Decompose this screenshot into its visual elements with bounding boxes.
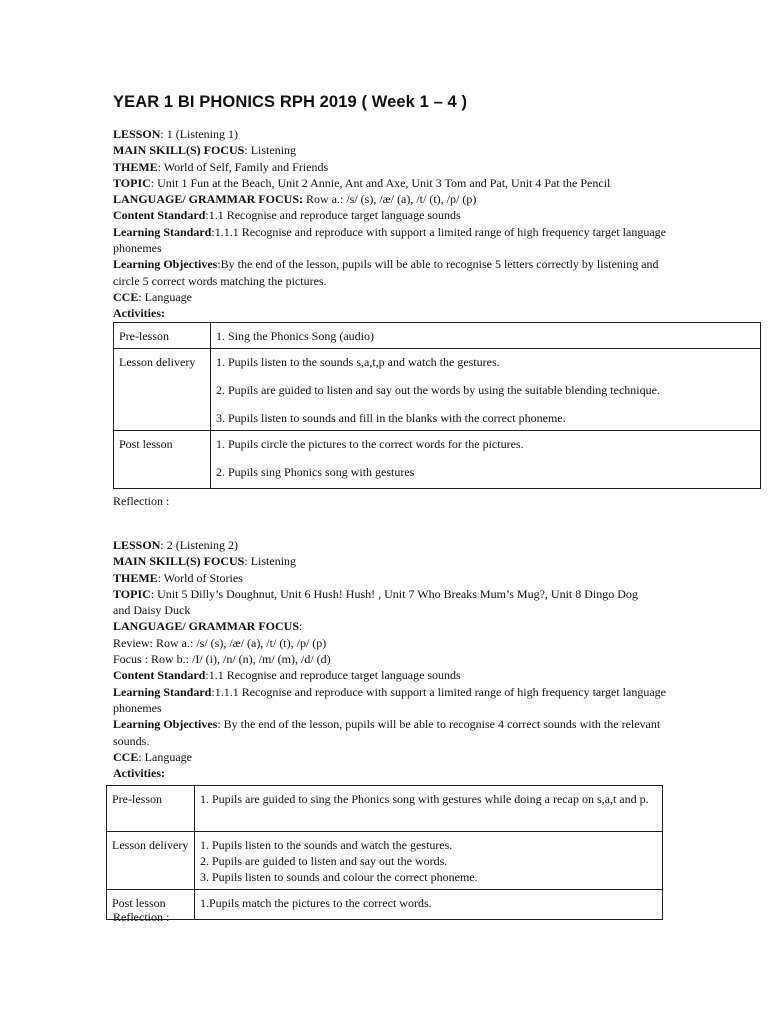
lesson-2-cce: CCE: Language bbox=[113, 749, 192, 764]
activity-item: 1. Sing the Phonics Song (audio) bbox=[216, 329, 374, 343]
table-row bbox=[114, 349, 761, 431]
lesson-1-grammar-focus: LANGUAGE/ GRAMMAR FOCUS: Row a.: /s/ (s), /æ/ (a), /t/ (t), /p/ (p) bbox=[113, 192, 477, 207]
lesson-1-theme: THEME: World of Self, Family and Friends bbox=[113, 159, 329, 174]
lesson-2-reflection: Reflection : bbox=[113, 910, 170, 924]
lesson-2-activities-table bbox=[106, 785, 663, 920]
stage-cell: Post lesson bbox=[107, 890, 195, 920]
table-row bbox=[107, 832, 663, 890]
lesson-2-content-standard: Content Standard:1.1 Recognise and reproduce target language sounds bbox=[113, 668, 461, 683]
activity-cell bbox=[195, 832, 663, 890]
lesson-1-learning-objectives: Learning Objectives:By the end of the lesson, pupils will be able to recognise 5 letters correctly by listening and circle 5 correct words matching the pictures. bbox=[113, 257, 659, 288]
activity-item: 2. Pupils sing Phonics song with gestures bbox=[216, 465, 415, 479]
table-row bbox=[114, 431, 761, 489]
lesson-1-activities-heading: Activities: bbox=[113, 306, 165, 321]
stage-cell: Pre-lesson bbox=[114, 323, 211, 349]
lesson-2-topic: TOPIC: Unit 5 Dilly’s Doughnut, Unit 6 Hush! Hush! , Unit 7 Who Breaks Mum’s Mug?, Unit 8 Dingo Dog and Daisy Duck bbox=[113, 586, 638, 618]
lesson-2-number: LESSON: 2 (Listening 2) bbox=[113, 538, 239, 552]
activity-item: 2. Pupils are guided to listen and say out the words. bbox=[200, 854, 448, 868]
document-title: YEAR 1 BI PHONICS RPH 2019 ( Week 1 – 4 ) bbox=[113, 93, 468, 111]
activity-cell bbox=[195, 786, 663, 832]
lesson-2-skill: MAIN SKILL(S) FOCUS: Listening bbox=[113, 554, 297, 569]
activity-cell bbox=[211, 323, 761, 349]
table-row bbox=[107, 890, 663, 920]
lesson-2-focus: Focus : Row b.: /I/ (i), /n/ (n), /m/ (m), /d/ (d) bbox=[113, 652, 331, 667]
activity-item: 3. Pupils listen to sounds and colour the correct phoneme. bbox=[200, 870, 478, 884]
lesson-1-number: LESSON: 1 (Listening 1) bbox=[113, 127, 239, 141]
lesson-2-grammar-focus: LANGUAGE/ GRAMMAR FOCUS: bbox=[113, 619, 303, 634]
activity-item: 1. Pupils circle the pictures to the correct words for the pictures. bbox=[216, 437, 524, 451]
activity-item: 1. Pupils listen to the sounds and watch the gestures. bbox=[200, 838, 453, 852]
lesson-1-topic: TOPIC: Unit 1 Fun at the Beach, Unit 2 Annie, Ant and Axe, Unit 3 Tom and Pat, Unit 4 Pat the Pencil bbox=[113, 175, 611, 190]
stage-cell: Pre-lesson bbox=[107, 786, 195, 832]
lesson-2-learning-standard: Learning Standard:1.1.1 Recognise and reproduce with support a limited range of high frequency target language phonemes bbox=[113, 684, 666, 715]
lesson-1-skill: MAIN SKILL(S) FOCUS: Listening bbox=[113, 143, 297, 158]
lesson-2-theme: THEME: World of Stories bbox=[113, 570, 243, 585]
activity-item: 3. Pupils listen to sounds and fill in the blanks with the correct phoneme. bbox=[216, 411, 566, 425]
activity-item: 1.Pupils match the pictures to the correct words. bbox=[200, 896, 432, 910]
stage-cell: Lesson delivery bbox=[114, 349, 211, 431]
lesson-1-content-standard: Content Standard:1.1 Recognise and reproduce target language sounds bbox=[113, 208, 461, 223]
activity-cell bbox=[211, 349, 761, 431]
activity-cell bbox=[195, 890, 663, 920]
lesson-1-activities-table bbox=[113, 322, 761, 489]
activity-item: 2. Pupils are guided to listen and say out the words by using the suitable blending technique. bbox=[216, 383, 660, 397]
table-row bbox=[107, 786, 663, 832]
table-row bbox=[114, 323, 761, 349]
lesson-2-learning-objectives: Learning Objectives: By the end of the lesson, pupils will be able to recognise 4 correct sounds with the relevant sounds. bbox=[113, 717, 661, 748]
lesson-2-activities-heading: Activities: bbox=[113, 766, 165, 781]
stage-cell: Post lesson bbox=[114, 431, 211, 489]
activity-item: 1. Pupils are guided to sing the Phonics song with gestures while doing a recap on s,a,t and p. bbox=[200, 792, 649, 806]
lesson-1-reflection: Reflection : bbox=[113, 494, 170, 508]
lesson-1-cce: CCE: Language bbox=[113, 289, 192, 304]
stage-cell: Lesson delivery bbox=[107, 832, 195, 890]
lesson-1-learning-standard: Learning Standard:1.1.1 Recognise and reproduce with support a limited range of high frequency target language phonemes bbox=[113, 224, 666, 256]
activity-cell bbox=[211, 431, 761, 489]
activity-item: 1. Pupils listen to the sounds s,a,t,p and watch the gestures. bbox=[216, 355, 500, 369]
lesson-2-details bbox=[113, 537, 673, 781]
lesson-1-details bbox=[113, 126, 673, 322]
lesson-2-review: Review: Row a.: /s/ (s), /æ/ (a), /t/ (t), /p/ (p) bbox=[113, 635, 327, 650]
